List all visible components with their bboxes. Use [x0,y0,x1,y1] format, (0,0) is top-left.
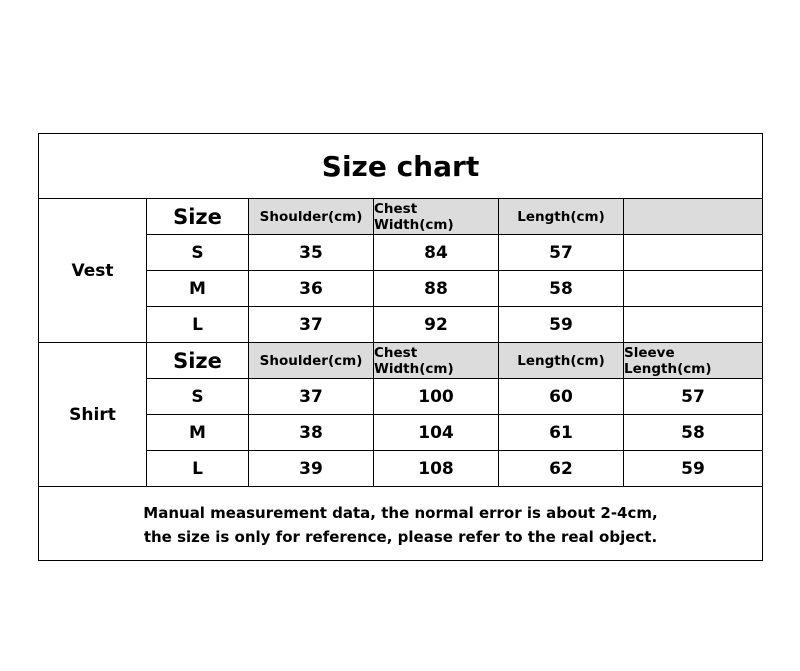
header-cell: Size [147,343,249,379]
table-cell: M [147,415,249,451]
table-cell: 36 [249,271,374,307]
table-cell: S [147,379,249,415]
table-cell: 59 [681,459,705,479]
table-cell [624,307,762,343]
table-cell: 104 [374,415,499,451]
measurement-note [39,487,762,562]
note-line-2: the size is only for reference, please refer to the real object. [143,527,658,546]
shirt-label: Shirt [39,343,147,486]
table-cell: 39 [249,451,374,487]
table-cell: 84 [374,235,499,271]
vest-grid [147,199,762,342]
shirt-section [39,343,762,487]
table-cell: 57 [499,235,624,271]
table-cell: 92 [374,307,499,343]
table-row [147,271,762,307]
table-cell: 58 [624,415,762,451]
table-cell: 61 [499,415,624,451]
table-cell: S [147,235,249,271]
note-line-1: Manual measurement data, the normal error is about 2-4cm, [143,503,658,522]
header-cell: Chest Width(cm) [374,199,499,235]
vest-label: Vest [39,199,147,342]
table-cell: 58 [499,271,624,307]
header-cell: Chest Width(cm) [374,343,499,379]
chart-title: Size chart [39,134,762,199]
table-cell: L [147,307,249,343]
table-cell: 35 [249,235,374,271]
size-chart-table [38,133,763,561]
header-cell: Sleeve Length(cm) [624,343,762,379]
table-cell [624,271,762,307]
table-cell: 59 [499,307,624,343]
table-row [147,451,762,487]
header-cell: Size [147,199,249,235]
table-cell: 108 [374,451,499,487]
table-row [147,379,762,415]
table-cell: 88 [374,271,499,307]
table-cell: M [147,271,249,307]
header-cell: Length(cm) [499,199,624,235]
table-cell: L [147,451,249,487]
table-row [147,235,762,271]
shirt-header-row [147,343,762,379]
table-cell: 38 [249,415,374,451]
table-cell: 100 [374,379,499,415]
header-cell: Shoulder(cm) [249,199,374,235]
table-cell: 37 [249,379,374,415]
header-cell: Shoulder(cm) [249,343,374,379]
header-cell [624,199,762,235]
vest-header-row [147,199,762,235]
table-row [147,307,762,343]
header-cell: Length(cm) [499,343,624,379]
table-cell: 37 [249,307,374,343]
table-cell: 57 [624,379,762,415]
shirt-grid [147,343,762,486]
table-row [147,415,762,451]
table-cell: 60 [499,379,624,415]
table-cell [624,235,762,271]
vest-section [39,199,762,343]
table-cell: 62 [499,451,624,487]
